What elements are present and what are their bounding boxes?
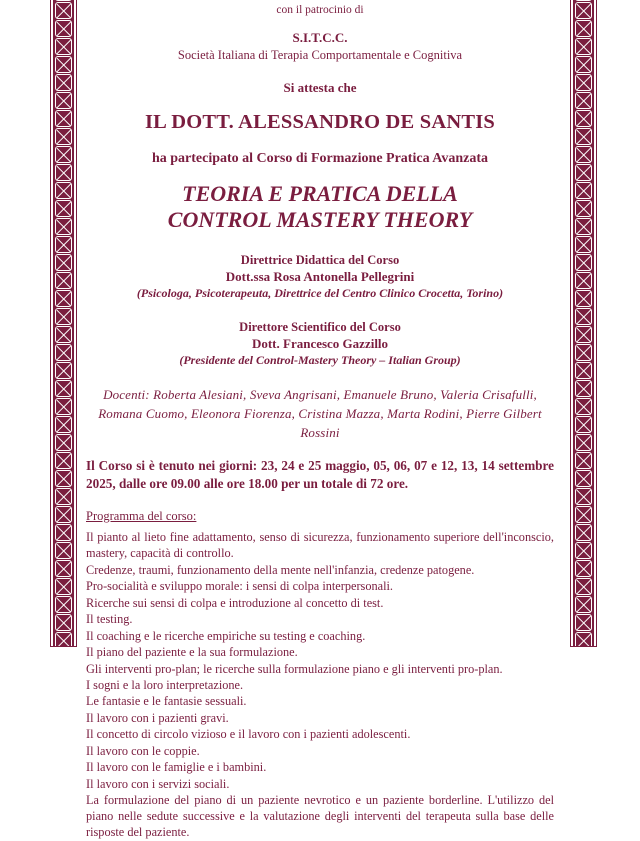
knot-motif-icon bbox=[575, 218, 592, 235]
knot-motif-icon bbox=[575, 38, 592, 55]
program-item: Ricerche sui sensi di colpa e introduzione al concetto di test. bbox=[86, 595, 384, 610]
course-title-line-2: CONTROL MASTERY THEORY bbox=[167, 207, 473, 233]
organization-full-name: Società Italiana di Terapia Comportamentale e Cognitiva bbox=[177, 47, 463, 62]
knot-motif-icon bbox=[55, 326, 72, 343]
knot-motif-icon bbox=[575, 614, 592, 631]
program-item: Il testing. bbox=[86, 612, 133, 627]
knot-motif-icon bbox=[575, 416, 592, 433]
role-person-name: Dott.ssa Rosa Antonella Pellegrini bbox=[225, 269, 415, 285]
knot-pattern-left bbox=[53, 0, 74, 646]
knot-motif-icon bbox=[55, 74, 72, 91]
knot-motif-icon bbox=[575, 632, 592, 646]
program-item: Il piano del paziente e la sua formulazione. bbox=[86, 645, 298, 660]
course-title bbox=[86, 181, 554, 235]
faculty-line-2: Romana Cuomo, Eleonora Fiorenza, Cristina Mazza, Marta Rodini, Pierre Gilbert Rossini bbox=[98, 406, 542, 440]
knot-motif-icon bbox=[575, 272, 592, 289]
program-item: Il concetto di circolo vizioso e il lavoro con i pazienti adolescenti. bbox=[86, 727, 411, 742]
knot-motif-icon bbox=[55, 92, 72, 109]
role-title: Direttrice Didattica del Corso bbox=[240, 253, 400, 268]
knot-motif-icon bbox=[55, 434, 72, 451]
knot-motif-icon bbox=[575, 506, 592, 523]
patronage-label: con il patrocinio di bbox=[276, 4, 364, 16]
knot-motif-icon bbox=[575, 362, 592, 379]
knot-motif-icon bbox=[575, 488, 592, 505]
knot-motif-icon bbox=[55, 20, 72, 37]
knot-motif-icon bbox=[575, 56, 592, 73]
decorative-border-right bbox=[571, 0, 596, 646]
course-title-line-1: TEORIA E PRATICA DELLA bbox=[182, 180, 458, 206]
decorative-border-left bbox=[51, 0, 76, 646]
faculty-line-1: Docenti: Roberta Alesiani, Sveva Angrisani, Emanuele Bruno, Valeria Crisafulli, bbox=[103, 387, 537, 403]
program-item: Il coaching e le ricerche empiriche su testing e coaching. bbox=[86, 628, 366, 643]
knot-motif-icon bbox=[575, 380, 592, 397]
knot-motif-icon bbox=[55, 542, 72, 559]
role-credentials: (Psicologa, Psicoterapeuta, Direttrice del Centro Clinico Crocetta, Torino) bbox=[136, 286, 504, 301]
knot-motif-icon bbox=[55, 218, 72, 235]
knot-motif-icon bbox=[55, 362, 72, 379]
knot-motif-icon bbox=[55, 416, 72, 433]
course-dates-statement: Il Corso si è tenuto nei giorni: 23, 24 e 25 maggio, 05, 06, 07 e 12, 13, 14 settembre 2025, dalle ore 09.00 alle ore 18.00 per un totale di 72 ore. bbox=[86, 457, 554, 491]
knot-motif-icon bbox=[55, 632, 72, 646]
knot-motif-icon bbox=[55, 506, 72, 523]
knot-motif-icon bbox=[575, 164, 592, 181]
knot-motif-icon bbox=[55, 0, 72, 1]
attestation-label: Si attesta che bbox=[283, 79, 357, 95]
knot-motif-icon bbox=[575, 434, 592, 451]
knot-motif-icon bbox=[575, 2, 592, 19]
knot-motif-icon bbox=[575, 308, 592, 325]
knot-motif-icon bbox=[55, 614, 72, 631]
knot-motif-icon bbox=[55, 398, 72, 415]
knot-motif-icon bbox=[575, 542, 592, 559]
knot-motif-icon bbox=[575, 0, 592, 1]
knot-motif-icon bbox=[55, 2, 72, 19]
program-item: Il lavoro con i servizi sociali. bbox=[86, 776, 230, 791]
knot-motif-icon bbox=[575, 236, 592, 253]
knot-motif-icon bbox=[575, 326, 592, 343]
knot-motif-icon bbox=[55, 596, 72, 613]
knot-motif-icon bbox=[55, 128, 72, 145]
knot-motif-icon bbox=[55, 560, 72, 577]
role-scientific-director bbox=[86, 320, 554, 368]
knot-motif-icon bbox=[575, 524, 592, 541]
knot-motif-icon bbox=[575, 470, 592, 487]
program-item: Gli interventi pro-plan; le ricerche sulla formulazione piano e gli interventi pro-plan. bbox=[86, 661, 503, 676]
program-item: Il pianto al lieto fine adattamento, senso di sicurezza, funzionamento superiore dell'inconscio, mastery, capacità di controllo. bbox=[86, 530, 554, 561]
knot-motif-icon bbox=[55, 182, 72, 199]
knot-motif-icon bbox=[55, 578, 72, 595]
program-item: I sogni e la loro interpretazione. bbox=[86, 678, 244, 692]
participation-statement: ha partecipato al Corso di Formazione Pratica Avanzata bbox=[151, 150, 489, 166]
knot-motif-icon bbox=[575, 92, 592, 109]
knot-motif-icon bbox=[575, 290, 592, 307]
knot-pattern-right bbox=[573, 0, 594, 646]
recipient-name: IL DOTT. ALESSANDRO DE SANTIS bbox=[144, 110, 496, 133]
knot-motif-icon bbox=[575, 182, 592, 199]
role-didactic-director bbox=[86, 253, 554, 301]
program-item: Il lavoro con le famiglie e i bambini. bbox=[86, 760, 267, 775]
knot-motif-icon bbox=[575, 128, 592, 145]
knot-motif-icon bbox=[575, 20, 592, 37]
knot-motif-icon bbox=[55, 56, 72, 73]
knot-motif-icon bbox=[55, 524, 72, 541]
knot-motif-icon bbox=[575, 344, 592, 361]
program-item: Il lavoro con i pazienti gravi. bbox=[86, 710, 229, 725]
program-item: Le fantasie e le fantasie sessuali. bbox=[86, 694, 247, 709]
knot-motif-icon bbox=[55, 200, 72, 217]
knot-motif-icon bbox=[575, 398, 592, 415]
program-item: La formulazione del piano di un paziente nevrotico e un paziente borderline. L'utilizzo del piano nelle sedute successive e la valutazione degli interventi del terapeuta sulla base delle risposte del paziente. bbox=[86, 793, 554, 840]
knot-motif-icon bbox=[55, 488, 72, 505]
knot-motif-icon bbox=[55, 272, 72, 289]
knot-motif-icon bbox=[575, 74, 592, 91]
knot-motif-icon bbox=[55, 344, 72, 361]
faculty-list bbox=[86, 386, 554, 443]
knot-motif-icon bbox=[55, 308, 72, 325]
knot-motif-icon bbox=[575, 254, 592, 271]
program-item: Pro-socialità e sviluppo morale: i sensi di colpa interpersonali. bbox=[86, 579, 394, 594]
organization-abbreviation: S.I.T.C.C. bbox=[292, 29, 348, 45]
knot-motif-icon bbox=[575, 452, 592, 469]
knot-motif-icon bbox=[55, 452, 72, 469]
program-heading: Programma del corso: bbox=[86, 509, 197, 524]
knot-motif-icon bbox=[55, 290, 72, 307]
role-credentials: (Presidente del Control-Mastery Theory – Italian Group) bbox=[179, 353, 461, 368]
knot-motif-icon bbox=[55, 380, 72, 397]
program-item: Credenze, traumi, funzionamento della mente nell'infanzia, credenze patogene. bbox=[86, 562, 475, 577]
knot-motif-icon bbox=[55, 110, 72, 127]
knot-motif-icon bbox=[575, 200, 592, 217]
knot-motif-icon bbox=[55, 236, 72, 253]
role-person-name: Dott. Francesco Gazzillo bbox=[251, 336, 389, 352]
role-title: Direttore Scientifico del Corso bbox=[239, 320, 401, 335]
knot-motif-icon bbox=[55, 470, 72, 487]
knot-motif-icon bbox=[575, 578, 592, 595]
program-list bbox=[86, 530, 554, 841]
knot-motif-icon bbox=[55, 38, 72, 55]
knot-motif-icon bbox=[575, 596, 592, 613]
knot-motif-icon bbox=[575, 110, 592, 127]
knot-motif-icon bbox=[575, 560, 592, 577]
certificate-content bbox=[86, 0, 554, 840]
knot-motif-icon bbox=[575, 146, 592, 163]
program-item: Il lavoro con le coppie. bbox=[86, 743, 200, 758]
knot-motif-icon bbox=[55, 164, 72, 181]
knot-motif-icon bbox=[55, 254, 72, 271]
knot-motif-icon bbox=[55, 146, 72, 163]
